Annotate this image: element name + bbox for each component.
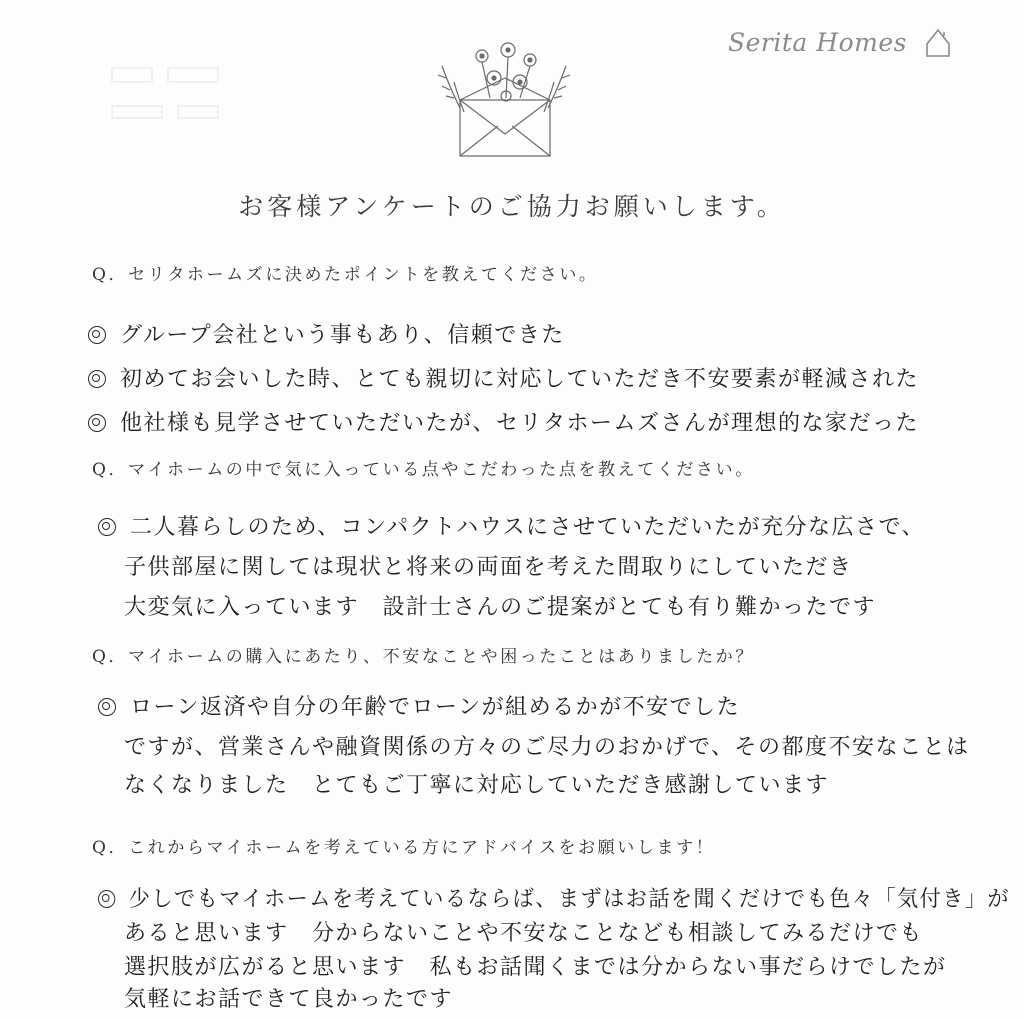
question-4: Q．これからマイホームを考えている方にアドバイスをお願いします！ (92, 838, 716, 858)
answer-line: ですが、営業さんや融資関係の方々のご尽力のおかげで、その都度不安なことは (124, 735, 970, 760)
envelope-with-flowers-icon (420, 38, 590, 166)
double-circle-icon (98, 518, 116, 536)
answer-line: 大変気に入っています 設計士さんのご提案がとても有り難かったです (124, 595, 877, 620)
answer-line: グループ会社という事もあり、信頼できた (88, 318, 565, 349)
double-circle-icon (88, 414, 106, 432)
company-logo (728, 22, 968, 72)
logo-text: Serita Homes (728, 28, 907, 57)
double-circle-icon (88, 326, 106, 344)
question-3: Q．マイホームの購入にあたり、不安なことや困ったことはありましたか？ (92, 647, 755, 667)
question-1: Q．セリタホームズに決めたポイントを教えてください。 (92, 265, 599, 285)
bleed-through-mark (108, 60, 228, 140)
answer-line: ローン返済や自分の年齢でローンが組めるかが不安でした (98, 690, 740, 721)
answer-line: 二人暮らしのため、コンパクトハウスにさせていただいたが充分な広さで、 (98, 510, 925, 541)
answer-line: 子供部屋に関しては現状と将来の両面を考えた間取りにしていただき (124, 555, 853, 580)
answer-line: あると思います 分からないことや不安なことなども相談してみるだけでも (124, 921, 924, 946)
double-circle-icon (88, 370, 106, 388)
question-2: Q．マイホームの中で気に入っている点やこだわった点を教えてください。 (92, 460, 755, 480)
answer-line: 選択肢が広がると思います 私もお話聞くまでは分からない事だらけでしたが (124, 955, 947, 980)
answer-line: 気軽にお話できて良かったです (124, 987, 454, 1012)
page-title: お客様アンケートのご協力お願いします。 (238, 192, 786, 221)
double-circle-icon (98, 698, 116, 716)
answer-line: 初めてお会いした時、とても親切に対応していただき不安要素が軽減された (88, 362, 919, 393)
answer-line: 他社様も見学させていただいたが、セリタホームズさんが理想的な家だった (88, 406, 919, 437)
double-circle-icon (98, 890, 115, 908)
answer-line: 少しでもマイホームを考えているならば、まずはお話を聞くだけでも色々「気付き」が (98, 882, 1010, 913)
house-outline-icon (924, 22, 952, 62)
answer-line: なくなりました とてもご丁寧に対応していただき感謝しています (124, 773, 830, 798)
